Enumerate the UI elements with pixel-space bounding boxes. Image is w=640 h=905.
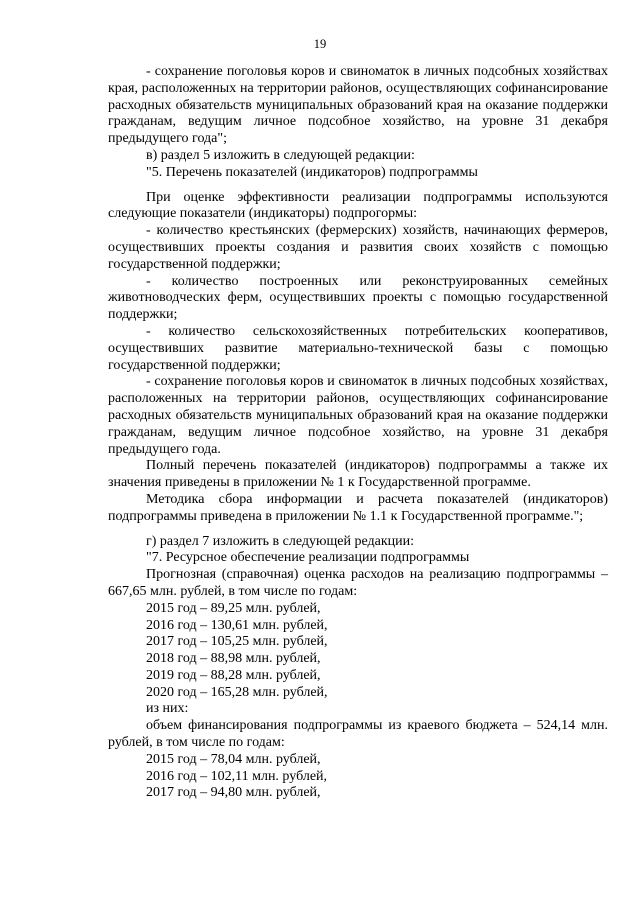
section-heading: "5. Перечень показателей (индикаторов) подпрограммы — [146, 164, 478, 180]
year-line: 2018 год – 88,98 млн. рублей, — [146, 651, 321, 667]
year-line: 2020 год – 165,28 млн. рублей, — [146, 684, 328, 700]
page-number: 19 — [313, 37, 327, 51]
paragraph: объем финансирования подпрограммы из краевого бюджета – 524,14 млн. рублей, в том числе по годам: — [108, 718, 608, 751]
paragraph: Методика сбора информации и расчета показателей (индикаторов) подпрограммы приведена в приложении № 1.1 к Государственной программе."; — [108, 491, 608, 524]
year-line: 2016 год – 102,11 млн. рублей, — [146, 768, 328, 784]
paragraph: - сохранение поголовья коров и свиноматок в личных подсобных хозяйствах края, расположенных на территории районов, осуществляющих софинансирование расходных обязательств муниципальных образований края на оказание поддержки гражданам, ведущим личное подсобное хозяйство, на уровне 31 декабря предыдущего года"; — [108, 64, 608, 147]
section-heading: "7. Ресурсное обеспечение реализации подпрограммы — [146, 550, 470, 566]
paragraph: в) раздел 5 изложить в следующей редакции: — [146, 147, 415, 163]
paragraph: - количество сельскохозяйственных потребительских кооперативов, осуществивших развитие материально-технической базы с помощью государственной поддержки; — [108, 323, 608, 373]
year-line: 2016 год – 130,61 млн. рублей, — [146, 617, 328, 633]
year-line: 2015 год – 78,04 млн. рублей, — [146, 751, 321, 767]
paragraph: - количество крестьянских (фермерских) хозяйств, начинающих фермеров, осуществивших проекты создания и развития своих хозяйств с помощью государственной поддержки; — [108, 223, 608, 272]
paragraph: - сохранение поголовья коров и свиноматок в личных подсобных хозяйствах, расположенных на территории районов, осуществляющих софинансирование расходных обязательств муниципальных образований края на оказание поддержки гражданам, ведущим личное подсобное хозяйство, на уровне 31 декабря предыдущего года. — [108, 374, 608, 457]
year-line: 2019 год – 88,28 млн. рублей, — [146, 667, 321, 683]
paragraph: - количество построенных или реконструированных семейных животноводческих ферм, осуществивших проекты с помощью государственной поддержки; — [108, 273, 608, 323]
document-body — [108, 64, 608, 802]
year-line: 2017 год – 105,25 млн. рублей, — [146, 634, 328, 650]
paragraph: Прогнозная (справочная) оценка расходов на реализацию подпрограммы – 667,65 млн. рублей, в том числе по годам: — [108, 567, 608, 599]
paragraph: При оценке эффективности реализации подпрограммы используются следующие показатели (индикаторы) подпрогормы: — [108, 189, 608, 222]
paragraph: Полный перечень показателей (индикаторов) подпрограммы а также их значения приведены в приложении № 1 к Государственной программе. — [108, 458, 608, 491]
paragraph: г) раздел 7 изложить в следующей редакции: — [146, 533, 414, 549]
paragraph: из них: — [146, 701, 189, 717]
year-line: 2015 год – 89,25 млн. рублей, — [146, 600, 321, 616]
year-line: 2017 год – 94,80 млн. рублей, — [146, 785, 321, 801]
